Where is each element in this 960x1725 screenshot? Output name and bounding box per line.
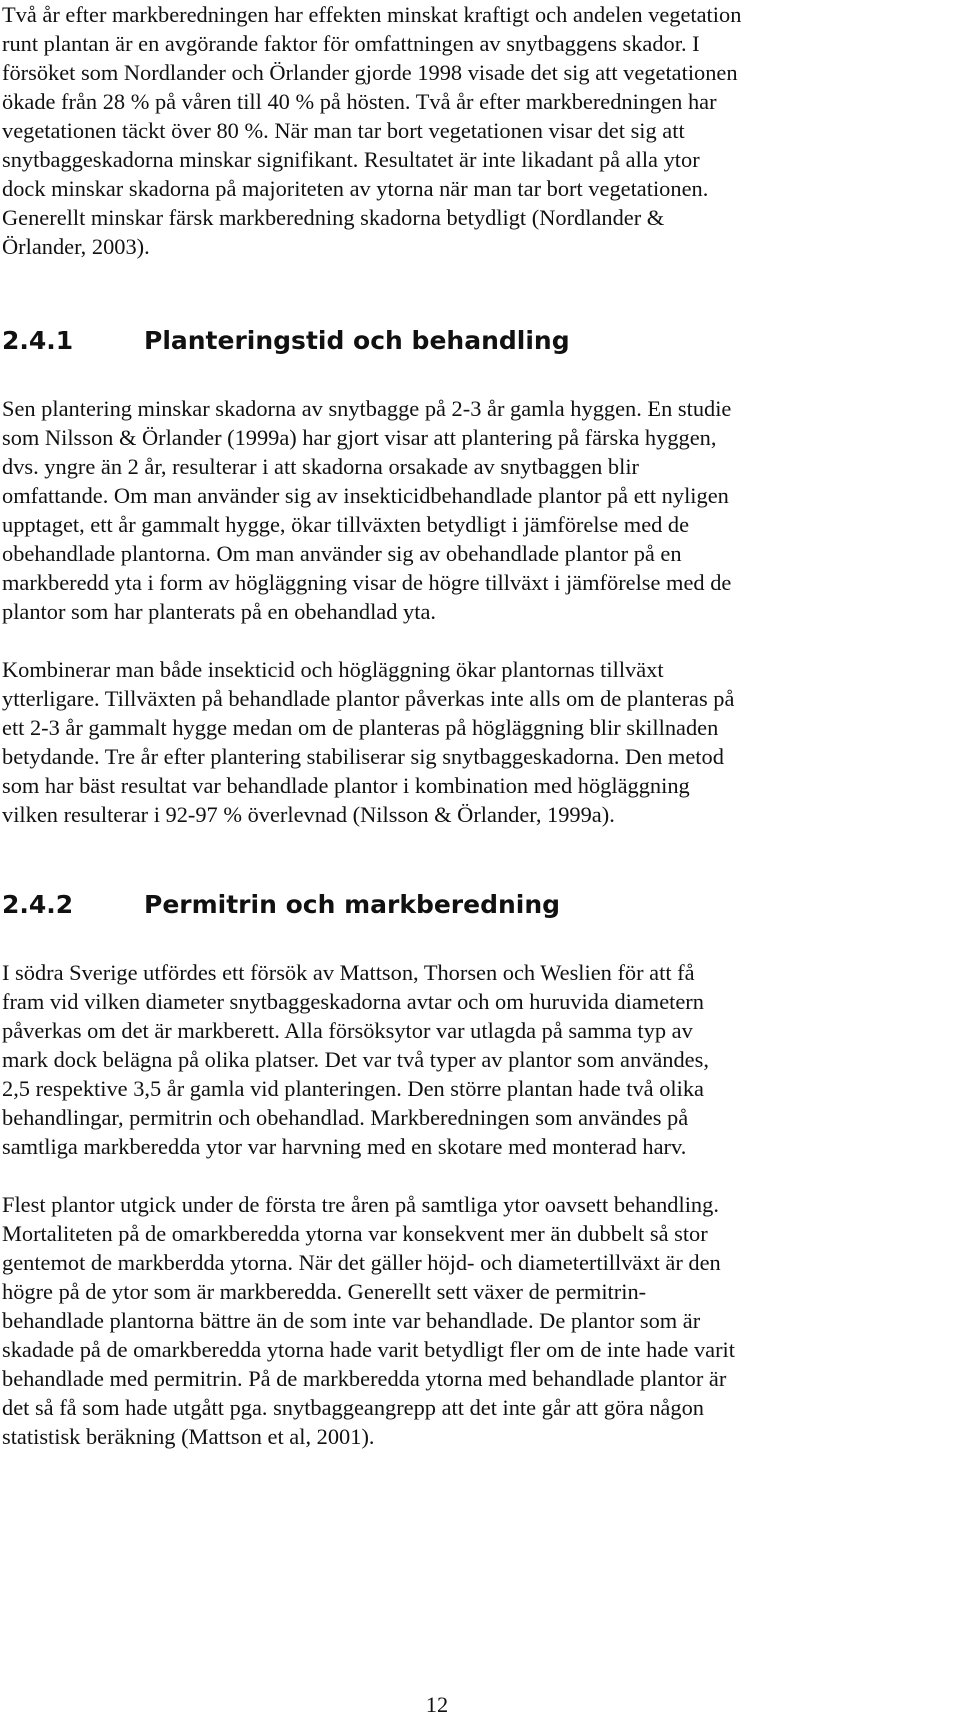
section-heading-2-4-1 bbox=[2, 325, 950, 357]
paragraph-241-2: Kombinerar man både insekticid och högläggning ökar plantornas tillväxt ytterligare. Tillväxten på behandlade plantor påverkas inte alls om de planteras på ett 2-3 år gammalt hygge medan om de planteras på högläggning blir skillnaden betydande. Tre år efter plantering stabiliserar sig snytbaggeskadorna. Den metod som har bäst resultat var behandlade plantor i kombination med högläggning vilken resulterar i 92-97 % överlevnad (Nilsson & Örlander, 1999a). bbox=[2, 657, 735, 827]
section-title: Permitrin och markberedning bbox=[144, 890, 561, 919]
paragraph-242-1: I södra Sverige utfördes ett försök av Mattson, Thorsen och Weslien för att få fram vid vilken diameter snytbaggeskadorna avtar och om huruvida diametern påverkas om det är markberett. Alla försöksytor var utlagda på samma typ av mark dock belägna på olika platser. Det var två typer av plantor som användes, 2,5 respektive 3,5 år gamla vid planteringen. Den större plantan hade två olika behandlingar, permitrin och obehandlad. Markberedningen som användes på samtliga markberedda ytor var harvning med en skotare med monterad harv. bbox=[2, 960, 709, 1159]
paragraph-intro: Två år efter markberedningen har effekten minskat kraftigt och andelen vegetation runt plantan är en avgörande faktor för omfattningen av snytbaggens skador. I försöket som Nordlander och Örlander gjorde 1998 visade det sig att vegetationen ökade från 28 % på våren till 40 % på hösten. Två år efter markberedningen har vegetationen täckt över 80 %. När man tar bort vegetationen visar det sig att snytbaggeskadorna minskar signifikant. Resultatet är inte likadant på alla ytor dock minskar skadorna på majoriteten av ytorna när man tar bort vegetationen. Generellt minskar färsk markberedning skadorna betydligt (Nordlander & Örlander, 2003). bbox=[2, 2, 742, 259]
paragraph-241-1: Sen plantering minskar skadorna av snytbagge på 2-3 år gamla hyggen. En studie som Nilsson & Örlander (1999a) har gjort visar att plantering på färska hyggen, dvs. yngre än 2 år, resulterar i att skadorna orsakade av snytbaggen blir omfattande. Om man använder sig av insekticidbehandlade plantor på ett nyligen upptaget, ett år gammalt hygge, ökar tillväxten betydligt i jämförelse med de obehandlade plantorna. Om man använder sig av obehandlade plantor på en markberedd yta i form av högläggning visar de högre tillväxt i jämförelse med de plantor som har planterats på en obehandlad yta. bbox=[2, 396, 732, 624]
page-number: 12 bbox=[425, 1692, 449, 1717]
section-number: 2.4.1 bbox=[2, 326, 74, 355]
section-number: 2.4.2 bbox=[2, 890, 74, 919]
page-content bbox=[2, 0, 950, 1451]
section-heading-2-4-2 bbox=[2, 889, 950, 921]
paragraph-242-2: Flest plantor utgick under de första tre åren på samtliga ytor oavsett behandling. Mortaliteten på de omarkberedda ytorna var konsekvent mer än dubbelt så stor gentemot de markberdda ytorna. När det gäller höjd- och diametertillväxt är den högre på de ytor som är markberedda. Generellt sett växer de permitrin- behandlade plantorna bättre än de som inte var behandlade. De plantor som är skadade på de omarkberedda ytorna hade varit betydligt fler om de inte hade varit behandlade med permitrin. På de markberedda ytorna med behandlade plantor är det så få som hade utgått pga. snytbaggeangrepp att det inte går att göra någon statistisk beräkning (Mattson et al, 2001). bbox=[2, 1192, 735, 1449]
section-title: Planteringstid och behandling bbox=[144, 326, 570, 355]
